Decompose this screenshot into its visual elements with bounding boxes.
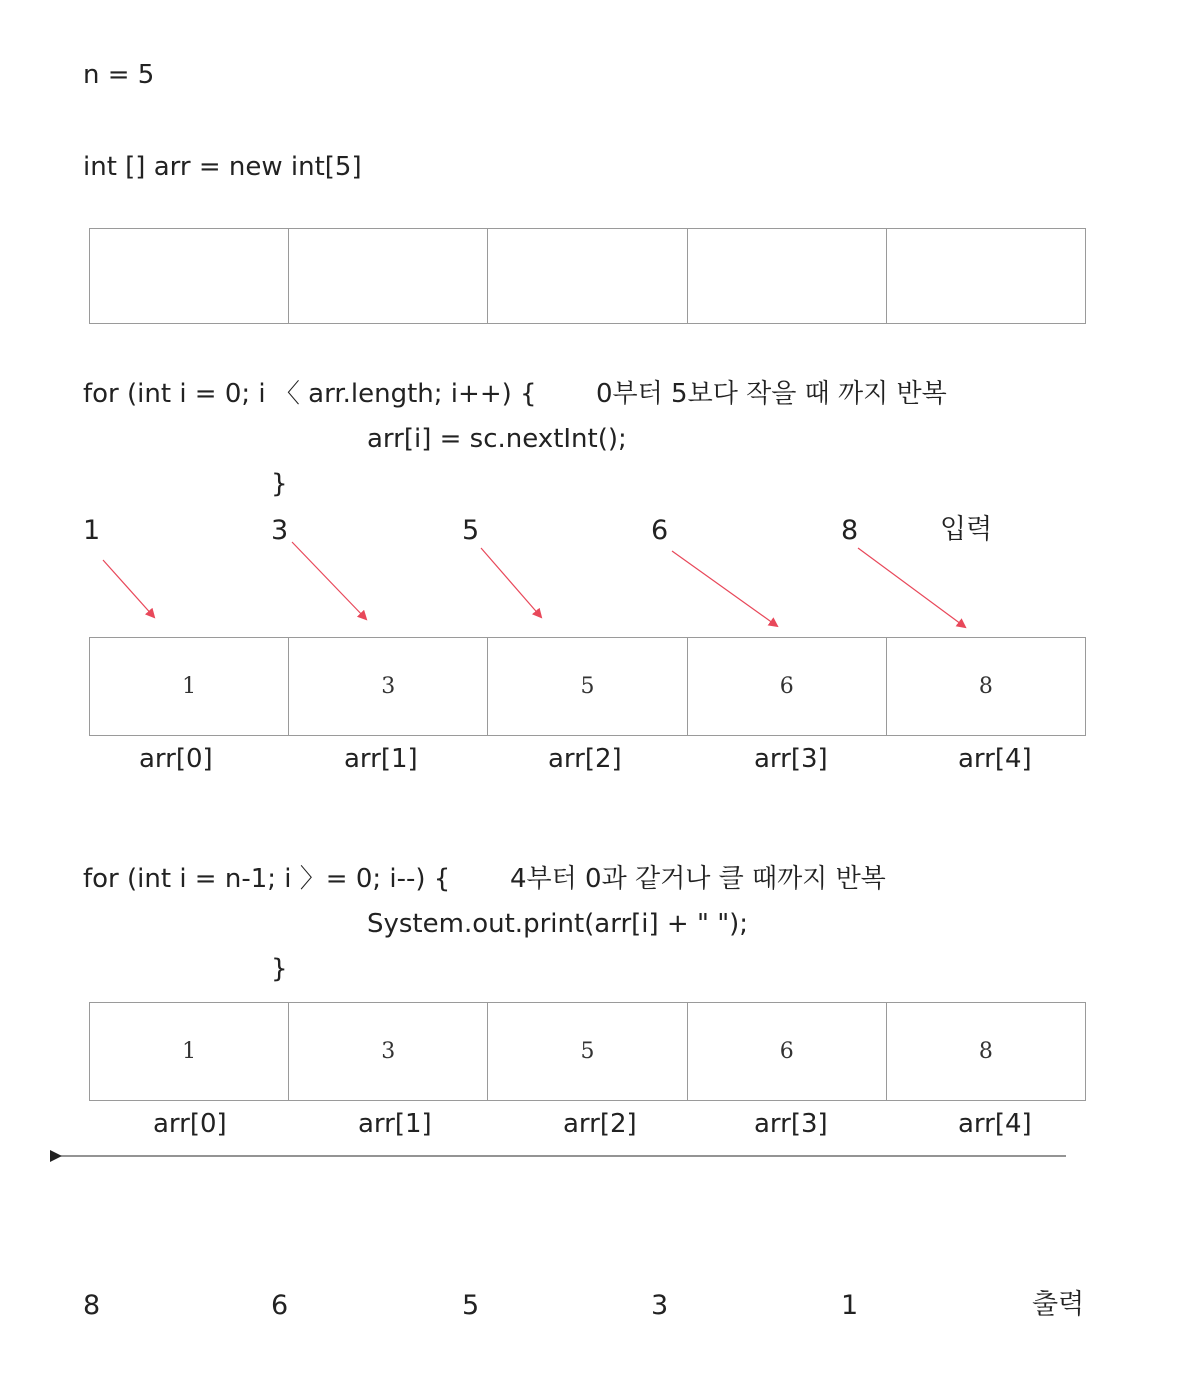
array-index-label: arr[0] <box>153 1109 227 1139</box>
input-value: 3 <box>271 515 289 546</box>
loop2-body: System.out.print(arr[i] + " "); <box>367 909 749 939</box>
array-cell: 5 <box>488 638 687 735</box>
array-cell: 1 <box>90 1003 289 1100</box>
array-cell: 5 <box>488 1003 687 1100</box>
loop1-body: arr[i] = sc.nextInt(); <box>367 424 627 454</box>
loop2-close-brace: } <box>271 954 288 984</box>
array-index-label: arr[1] <box>344 744 418 774</box>
input-value: 1 <box>83 515 101 546</box>
output-label: 출력 <box>1032 1289 1085 1320</box>
loop2-comment: 4부터 0과 같거나 클 때까지 반복 <box>510 864 886 894</box>
input-arrow <box>858 548 965 627</box>
loop2-header: for (int i = n-1; i 〉= 0; i--) { <box>83 864 451 894</box>
filled-array <box>89 637 1086 736</box>
input-value: 6 <box>651 515 669 546</box>
output-value: 8 <box>83 1290 101 1321</box>
output-value: 3 <box>651 1290 669 1321</box>
input-arrow <box>103 560 154 617</box>
output-value: 6 <box>271 1290 289 1321</box>
array-cell: 6 <box>688 1003 887 1100</box>
array-cell: 3 <box>289 638 488 735</box>
loop1-header: for (int i = 0; i 〈 arr.length; i++) { <box>83 379 537 409</box>
array-index-label: arr[4] <box>958 744 1032 774</box>
n-declaration: n = 5 <box>83 60 155 90</box>
input-arrow <box>481 548 541 617</box>
input-arrow <box>292 542 366 619</box>
output-array <box>89 1002 1086 1101</box>
array-index-label: arr[2] <box>563 1109 637 1139</box>
loop1-close-brace: } <box>271 469 288 499</box>
array-cell: 1 <box>90 638 289 735</box>
output-value: 5 <box>462 1290 480 1321</box>
array-index-label: arr[2] <box>548 744 622 774</box>
array-index-label: arr[1] <box>358 1109 432 1139</box>
array-cell: 8 <box>978 1039 993 1064</box>
array-index-label: arr[4] <box>958 1109 1032 1139</box>
array-index-label: arr[3] <box>754 744 828 774</box>
output-value: 1 <box>841 1290 859 1321</box>
input-label: 입력 <box>940 514 993 545</box>
array-index-label: arr[3] <box>754 1109 828 1139</box>
array-cell: 8 <box>978 674 993 699</box>
loop1-comment: 0부터 5보다 작을 때 까지 반복 <box>596 379 947 409</box>
array-index-label: arr[0] <box>139 744 213 774</box>
input-value: 5 <box>462 515 480 546</box>
input-value: 8 <box>841 515 859 546</box>
array-cell: 3 <box>289 1003 488 1100</box>
input-arrow <box>672 551 777 626</box>
array-declaration: int [] arr = new int[5] <box>83 152 362 182</box>
array-cell: 6 <box>688 638 887 735</box>
